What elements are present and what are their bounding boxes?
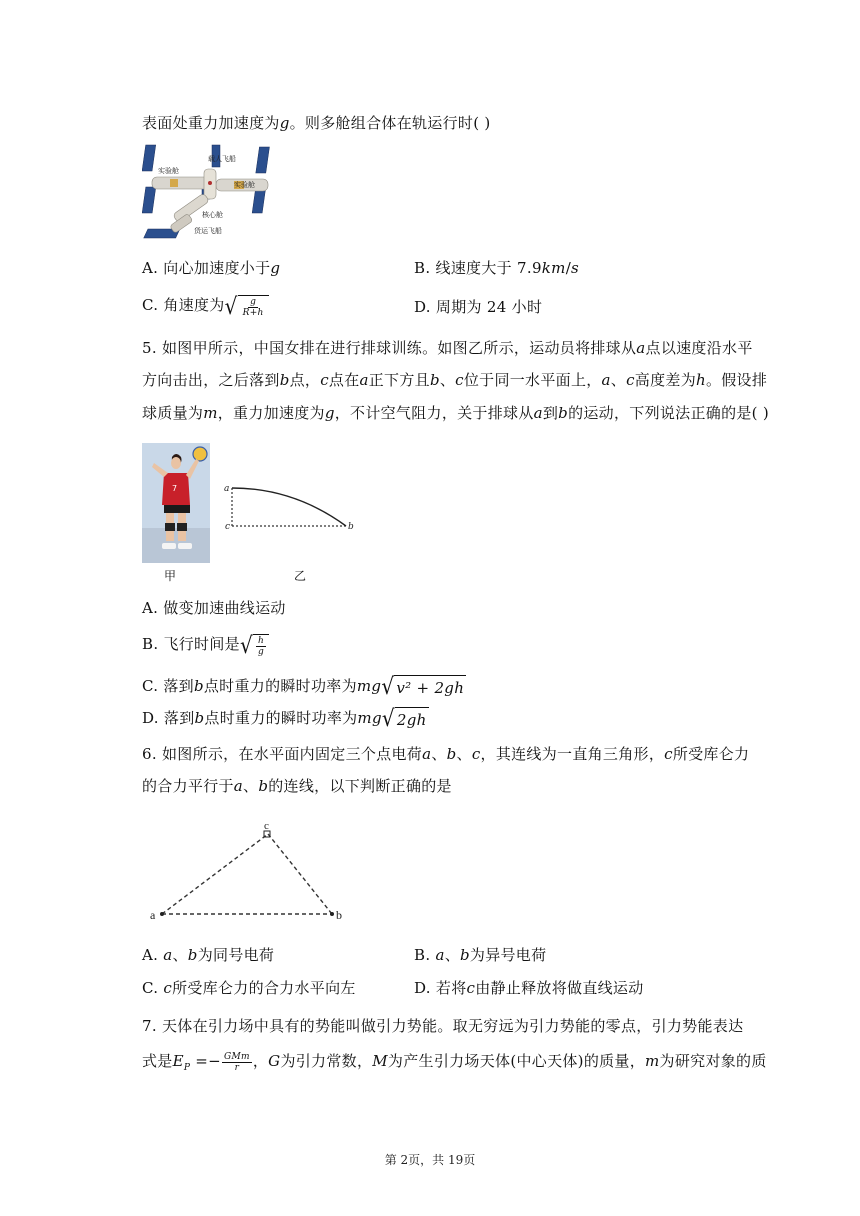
q5-line-2: 方向击出，之后落到𝑏点，𝑐点在𝑎正下方且𝑏、𝑐位于同一水平面上，𝑎、𝑐高度差为ℎ。假设排 xyxy=(142,371,768,389)
figure-label-jia: 甲 xyxy=(164,569,177,583)
label-core-module: 核心舱 xyxy=(202,211,223,219)
charge-triangle-diagram xyxy=(146,820,356,926)
q4-option-c xyxy=(142,291,269,320)
page-footer: 第 2页，共 19页 xyxy=(384,1153,476,1167)
fraction-numerator: ℎ xyxy=(258,635,265,646)
q7-energy-subscript: 𝑃 xyxy=(183,1063,191,1073)
fraction-numerator: 𝑔 xyxy=(250,296,257,307)
q5-line-3: 球质量为𝑚，重力加速度为𝑔，不计空气阻力，关于排球从𝑎到𝑏的运动，下列说法正确的是( ) xyxy=(142,404,770,422)
q7-line-2 xyxy=(142,1050,767,1079)
radicand: 2𝑔ℎ xyxy=(395,707,429,731)
line-a-c xyxy=(162,834,268,914)
point-b-label: b xyxy=(348,522,354,532)
q4-option-d: D. 周期为 24 小时 xyxy=(414,298,543,316)
fraction-denominator: 𝑅+ℎ xyxy=(242,307,264,318)
q5-option-c-label: C. 落到𝑏点时重力的瞬时功率为𝑚𝑔 xyxy=(142,677,382,695)
q6-line-2: 的合力平行于𝑎、𝑏的连线，以下判断正确的是 xyxy=(142,777,452,795)
fraction-denominator: 𝑔 xyxy=(258,646,265,657)
charge-b xyxy=(330,912,334,916)
fraction-numerator: 𝐺𝑀𝑚 xyxy=(224,1051,250,1062)
q7-fraction xyxy=(222,1052,252,1073)
q5-option-d xyxy=(142,704,429,732)
charge-a xyxy=(160,912,164,916)
q6-option-d: D. 若将𝑐由静止释放将做直线运动 xyxy=(414,979,644,997)
sqrt-expression: √ 2𝑔ℎ xyxy=(381,704,427,732)
line-c-b xyxy=(268,834,332,914)
volleyball-player-photo xyxy=(142,443,210,563)
q7-energy-symbol: 式是𝐸 xyxy=(142,1052,184,1070)
q5-option-b-label: B. 飞行时间是 xyxy=(142,635,240,653)
q5-option-b xyxy=(142,630,269,659)
q6-option-b: B. 𝑎、𝑏为异号电荷 xyxy=(414,946,547,964)
radicand: 𝑣² + 2𝑔ℎ xyxy=(394,675,466,699)
q4-option-a: A. 向心加速度小于𝑔 xyxy=(142,259,281,277)
q5-line-1: 5. 如图甲所示，中国女排在进行排球训练。如图乙所示，运动员将排球从𝑎点以速度沿水平 xyxy=(142,339,753,357)
parabolic-trajectory xyxy=(232,488,346,526)
q5-option-c xyxy=(142,672,466,700)
label-crew-ship: 载人飞船 xyxy=(208,155,236,163)
label-cargo-ship: 货运飞船 xyxy=(194,227,222,235)
q7-line-1: 7. 天体在引力场中具有的势能叫做引力势能。取无穷远为引力势能的零点，引力势能表达 xyxy=(142,1017,744,1035)
jersey-number: 7 xyxy=(172,484,178,493)
q7-line-2-rest: ，𝐺为引力常数，𝑀为产生引力场天体(中心天体)的质量，𝑚为研究对象的质 xyxy=(252,1052,767,1070)
q4-option-b: B. 线速度大于 7.9𝑘𝑚/𝑠 xyxy=(414,259,580,277)
point-c-label: c xyxy=(225,522,231,532)
q5-option-d-label: D. 落到𝑏点时重力的瞬时功率为𝑚𝑔 xyxy=(142,709,382,727)
label-lab-module-1: 实验舱 xyxy=(158,167,179,175)
point-a-label: a xyxy=(150,908,156,922)
figure-label-yi: 乙 xyxy=(294,569,307,583)
point-a-label: a xyxy=(224,484,230,494)
trajectory-diagram xyxy=(222,480,360,536)
q6-line-1: 6. 如图所示，在水平面内固定三个点电荷𝑎、𝑏、𝑐，其连线为一直角三角形，𝑐所受库仑力 xyxy=(142,745,750,763)
point-b-label: b xyxy=(336,908,342,922)
q5-option-a: A. 做变加速曲线运动 xyxy=(142,599,286,617)
sqrt-expression: √ 𝑣² + 2𝑔ℎ xyxy=(381,672,465,700)
point-c-label: c xyxy=(264,820,269,832)
sqrt-expression: √ $\frac{\text{𝑔}}{\text{𝑅+ℎ}}$ xyxy=(225,295,269,318)
q4-option-c-label: C. 角速度为 xyxy=(142,296,225,314)
sqrt-expression: √ $\frac{\text{ℎ}}{\text{𝑔}}$ xyxy=(240,634,269,657)
q6-option-c: C. 𝑐所受库仑力的合力水平向左 xyxy=(142,979,356,997)
space-station-figure xyxy=(142,143,274,243)
fraction-denominator: 𝑟 xyxy=(234,1062,240,1073)
q6-option-a: A. 𝑎、𝑏为同号电荷 xyxy=(142,946,275,964)
label-lab-module-2: 实验舱 xyxy=(234,181,255,189)
q4-stem-tail: 表面处重力加速度为𝑔。则多舱组合体在轨运行时( ) xyxy=(142,114,491,132)
q7-equals-minus: =− xyxy=(190,1052,222,1070)
